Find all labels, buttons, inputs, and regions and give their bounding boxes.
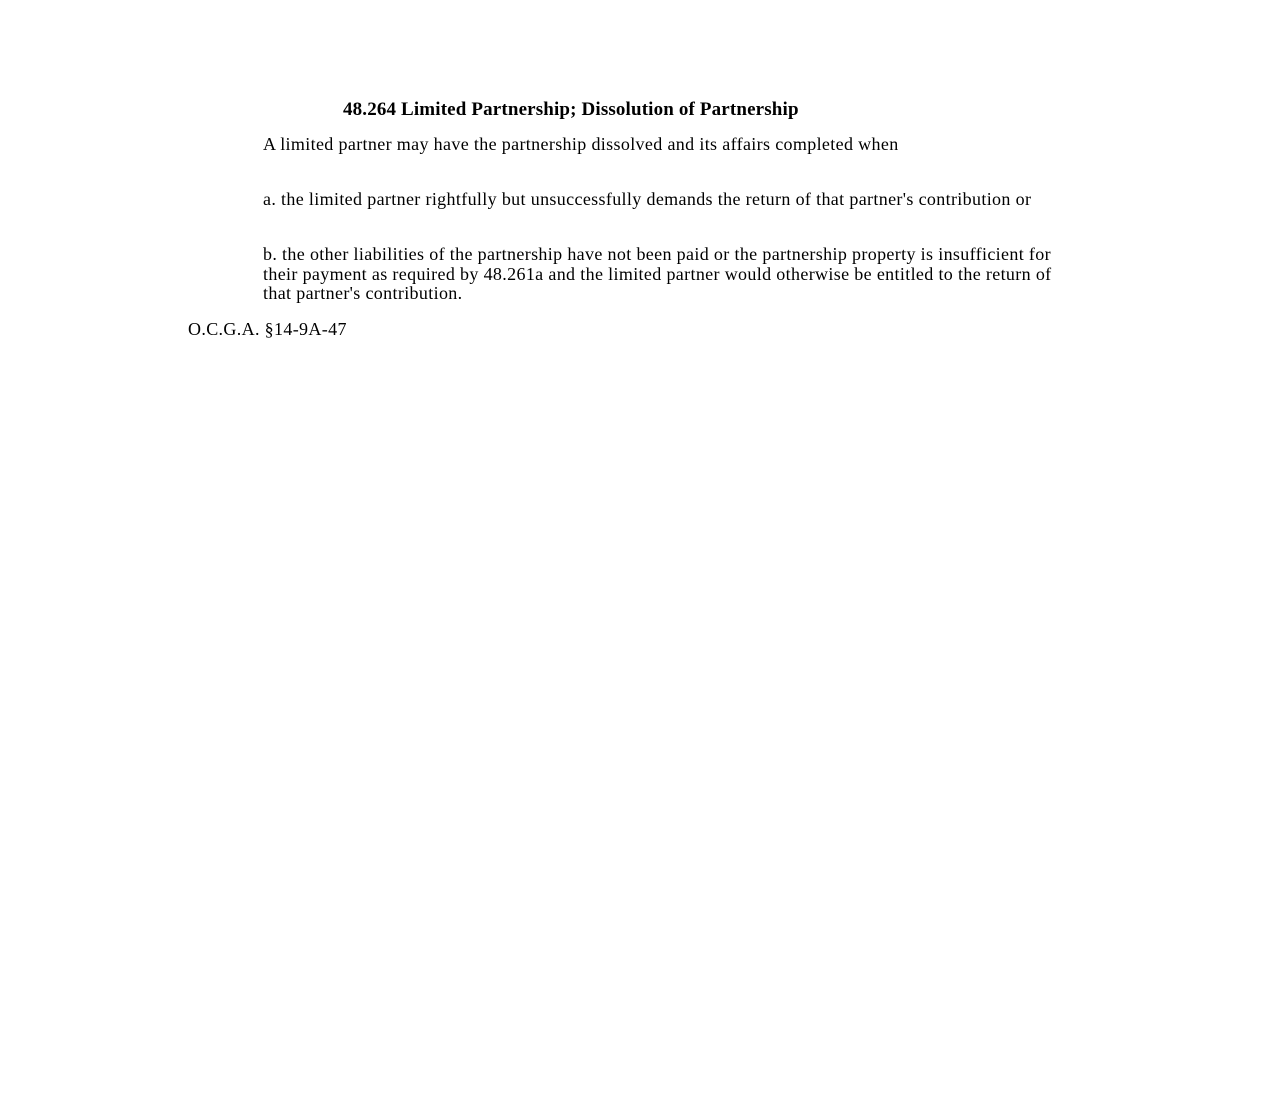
condition-a: a. the limited partner rightfully but unsuccessfully demands the return of that partner's contribution or	[263, 189, 1032, 209]
statute-citation: O.C.G.A. §14-9A-47	[188, 319, 347, 339]
condition-b: b. the other liabilities of the partnership have not been paid or the partnership property is insufficient for their payment as required by 48.261a and the limited partner would otherwise be entitled to the return of that partner's contribution.	[263, 244, 1052, 303]
document-title: 48.264 Limited Partnership; Dissolution of Partnership	[343, 99, 799, 120]
intro-paragraph: A limited partner may have the partnership dissolved and its affairs completed when	[263, 134, 899, 154]
